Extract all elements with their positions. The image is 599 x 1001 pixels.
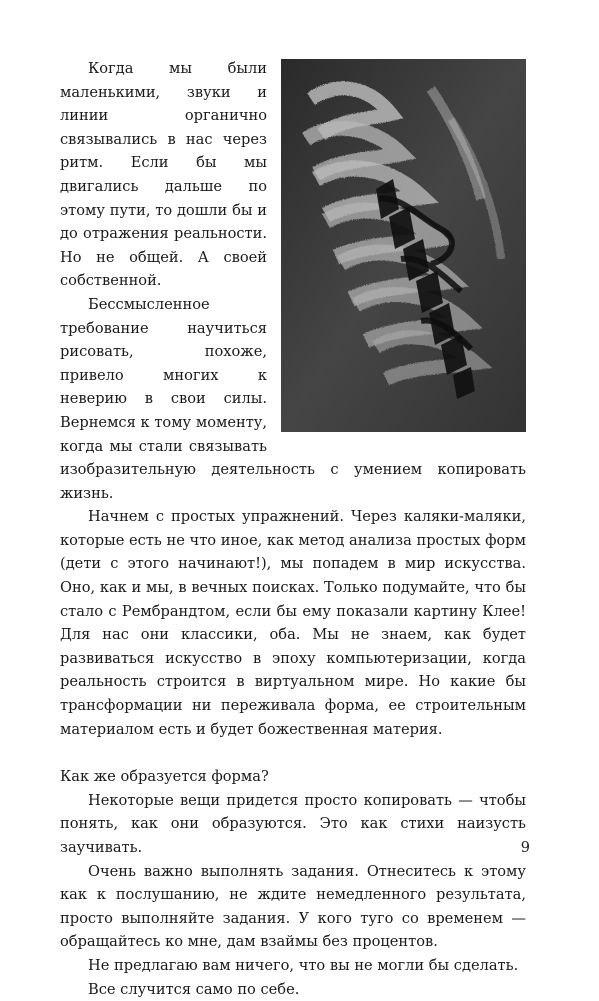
- paragraph-1: Когда мы были маленькими, звуки и линии органично связывались в нас через ритм. Если бы мы двигались дальше по этому пути, то дошли бы и до отражения реальности. Но не общей. А своей собственной.: [60, 60, 267, 290]
- section-question: Как же образуется форма?: [60, 768, 269, 786]
- illustration-image: [281, 59, 526, 432]
- illustration-spiral-brushstrokes: [281, 59, 526, 432]
- body-text: [60, 57, 526, 1001]
- paragraph-3: Начнем с простых упражнений. Через каляки-маляки, которые есть не что иное, как метод анализа простых форм (дети с этого начинают!), мы попадем в мир искусства. Оно, как и мы, в вечных поисках. Только подумайте, что бы стало с Рембрандтом, если бы ему показали картину Клее! Для нас они классики, оба. Мы не знаем, как будет развиваться искусство в эпоху компьютеризации, когда реальность строится в виртуальном мире. Но какие бы трансформации ни переживала форма, ее строительным материалом есть и будет божественная материя.: [60, 508, 526, 738]
- paragraph-4: Некоторые вещи придется просто копировать — чтобы понять, как они образуются. Это как стихи наизусть заучивать.: [60, 791, 526, 856]
- paragraph-5: Очень важно выполнять задания. Отнеситесь к этому как к послушанию, не ждите немедленного результата, просто выполняйте задания. У кого туго со временем — обращайтесь ко мне, дам взаймы без процентов.: [60, 862, 526, 951]
- paragraph-7: Все случится само по себе.: [88, 980, 300, 998]
- page-number: 9: [520, 840, 530, 856]
- paragraph-2: Бессмысленное требование научиться рисовать, похоже, привело многих к неверию в свои силы. Вернемся к тому моменту, когда мы стали связывать изобразительную деятельность с умением копировать жизнь.: [60, 295, 526, 502]
- paragraph-6: Не предлагаю вам ничего, что вы не могли бы сделать.: [88, 956, 519, 974]
